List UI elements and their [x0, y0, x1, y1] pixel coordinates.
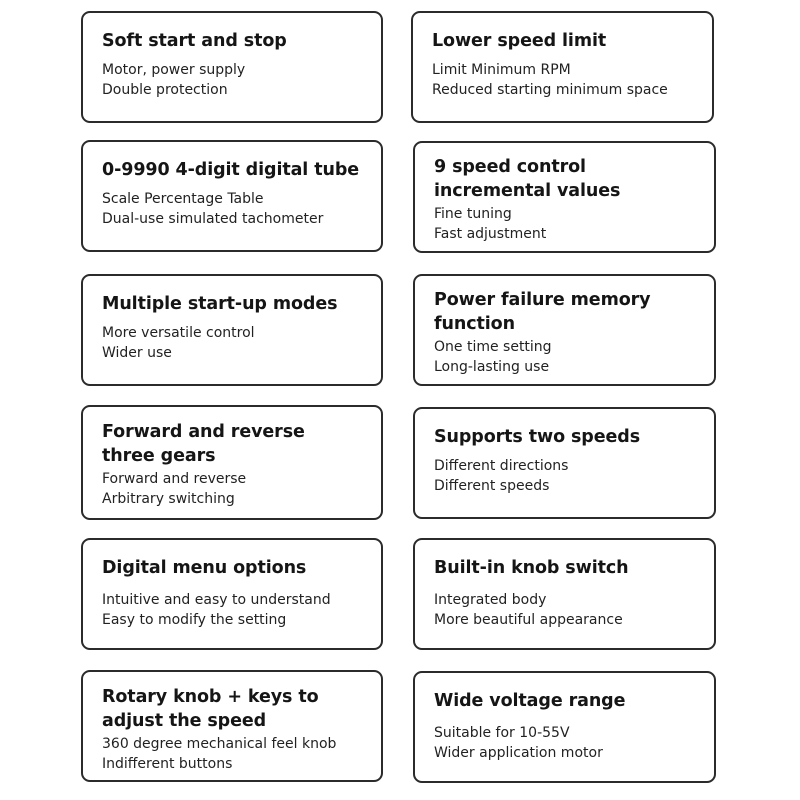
- card-line: Wider application motor: [434, 744, 603, 761]
- card-line: Suitable for 10-55V: [434, 725, 570, 741]
- card-title: Forward and reverse three gears: [102, 422, 305, 466]
- card-line: One time setting: [434, 339, 552, 355]
- feature-card-rotary-knob: [81, 670, 383, 782]
- feature-card-digital-menu: [81, 538, 383, 650]
- card-line: Fine tuning: [434, 206, 512, 222]
- card-line: More versatile control: [102, 325, 255, 341]
- card-line: Scale Percentage Table: [102, 191, 264, 207]
- card-line: Fast adjustment: [434, 225, 547, 242]
- feature-card-start-up-modes: [81, 274, 383, 386]
- feature-card-power-failure-memory: [413, 274, 716, 386]
- card-line: Intuitive and easy to understand: [102, 592, 331, 608]
- card-title: Built-in knob switch: [434, 558, 629, 578]
- card-line: Limit Minimum RPM: [432, 62, 571, 78]
- card-title: Soft start and stop: [102, 31, 287, 51]
- card-title: 9 speed control incremental values: [434, 157, 621, 201]
- card-title: Digital menu options: [102, 558, 307, 578]
- feature-card-wide-voltage: [413, 671, 716, 783]
- feature-card-two-speeds: [413, 407, 716, 519]
- card-line: Easy to modify the setting: [102, 611, 287, 628]
- card-title: Lower speed limit: [432, 31, 607, 51]
- feature-card-soft-start: [81, 11, 383, 123]
- card-line: 360 degree mechanical feel knob: [102, 736, 337, 752]
- card-title: Power failure memory function: [434, 290, 651, 334]
- card-line: Reduced starting minimum space: [432, 81, 668, 98]
- feature-card-speed-increments: [413, 141, 716, 253]
- card-line: Double protection: [102, 81, 228, 98]
- card-line: Forward and reverse: [102, 471, 247, 487]
- card-title: 0-9990 4-digit digital tube: [102, 160, 360, 180]
- card-title: Multiple start-up modes: [102, 294, 338, 314]
- card-line: Different directions: [434, 458, 569, 474]
- card-title: Supports two speeds: [434, 427, 641, 447]
- card-line: Arbitrary switching: [102, 490, 235, 507]
- card-line: Wider use: [102, 344, 172, 361]
- card-line: Motor, power supply: [102, 62, 246, 78]
- card-line: Integrated body: [434, 592, 547, 608]
- feature-card-knob-switch: [413, 538, 716, 650]
- card-title: Rotary knob + keys to adjust the speed: [102, 687, 319, 731]
- card-line: Long-lasting use: [434, 358, 550, 375]
- feature-card-digital-tube: [81, 140, 383, 252]
- feature-card-lower-speed-limit: [411, 11, 714, 123]
- card-line: Indifferent buttons: [102, 755, 233, 772]
- card-title: Wide voltage range: [434, 691, 626, 711]
- card-line: Different speeds: [434, 477, 550, 494]
- card-line: Dual-use simulated tachometer: [102, 210, 324, 227]
- card-line: More beautiful appearance: [434, 611, 623, 628]
- feature-card-forward-reverse: [81, 405, 383, 520]
